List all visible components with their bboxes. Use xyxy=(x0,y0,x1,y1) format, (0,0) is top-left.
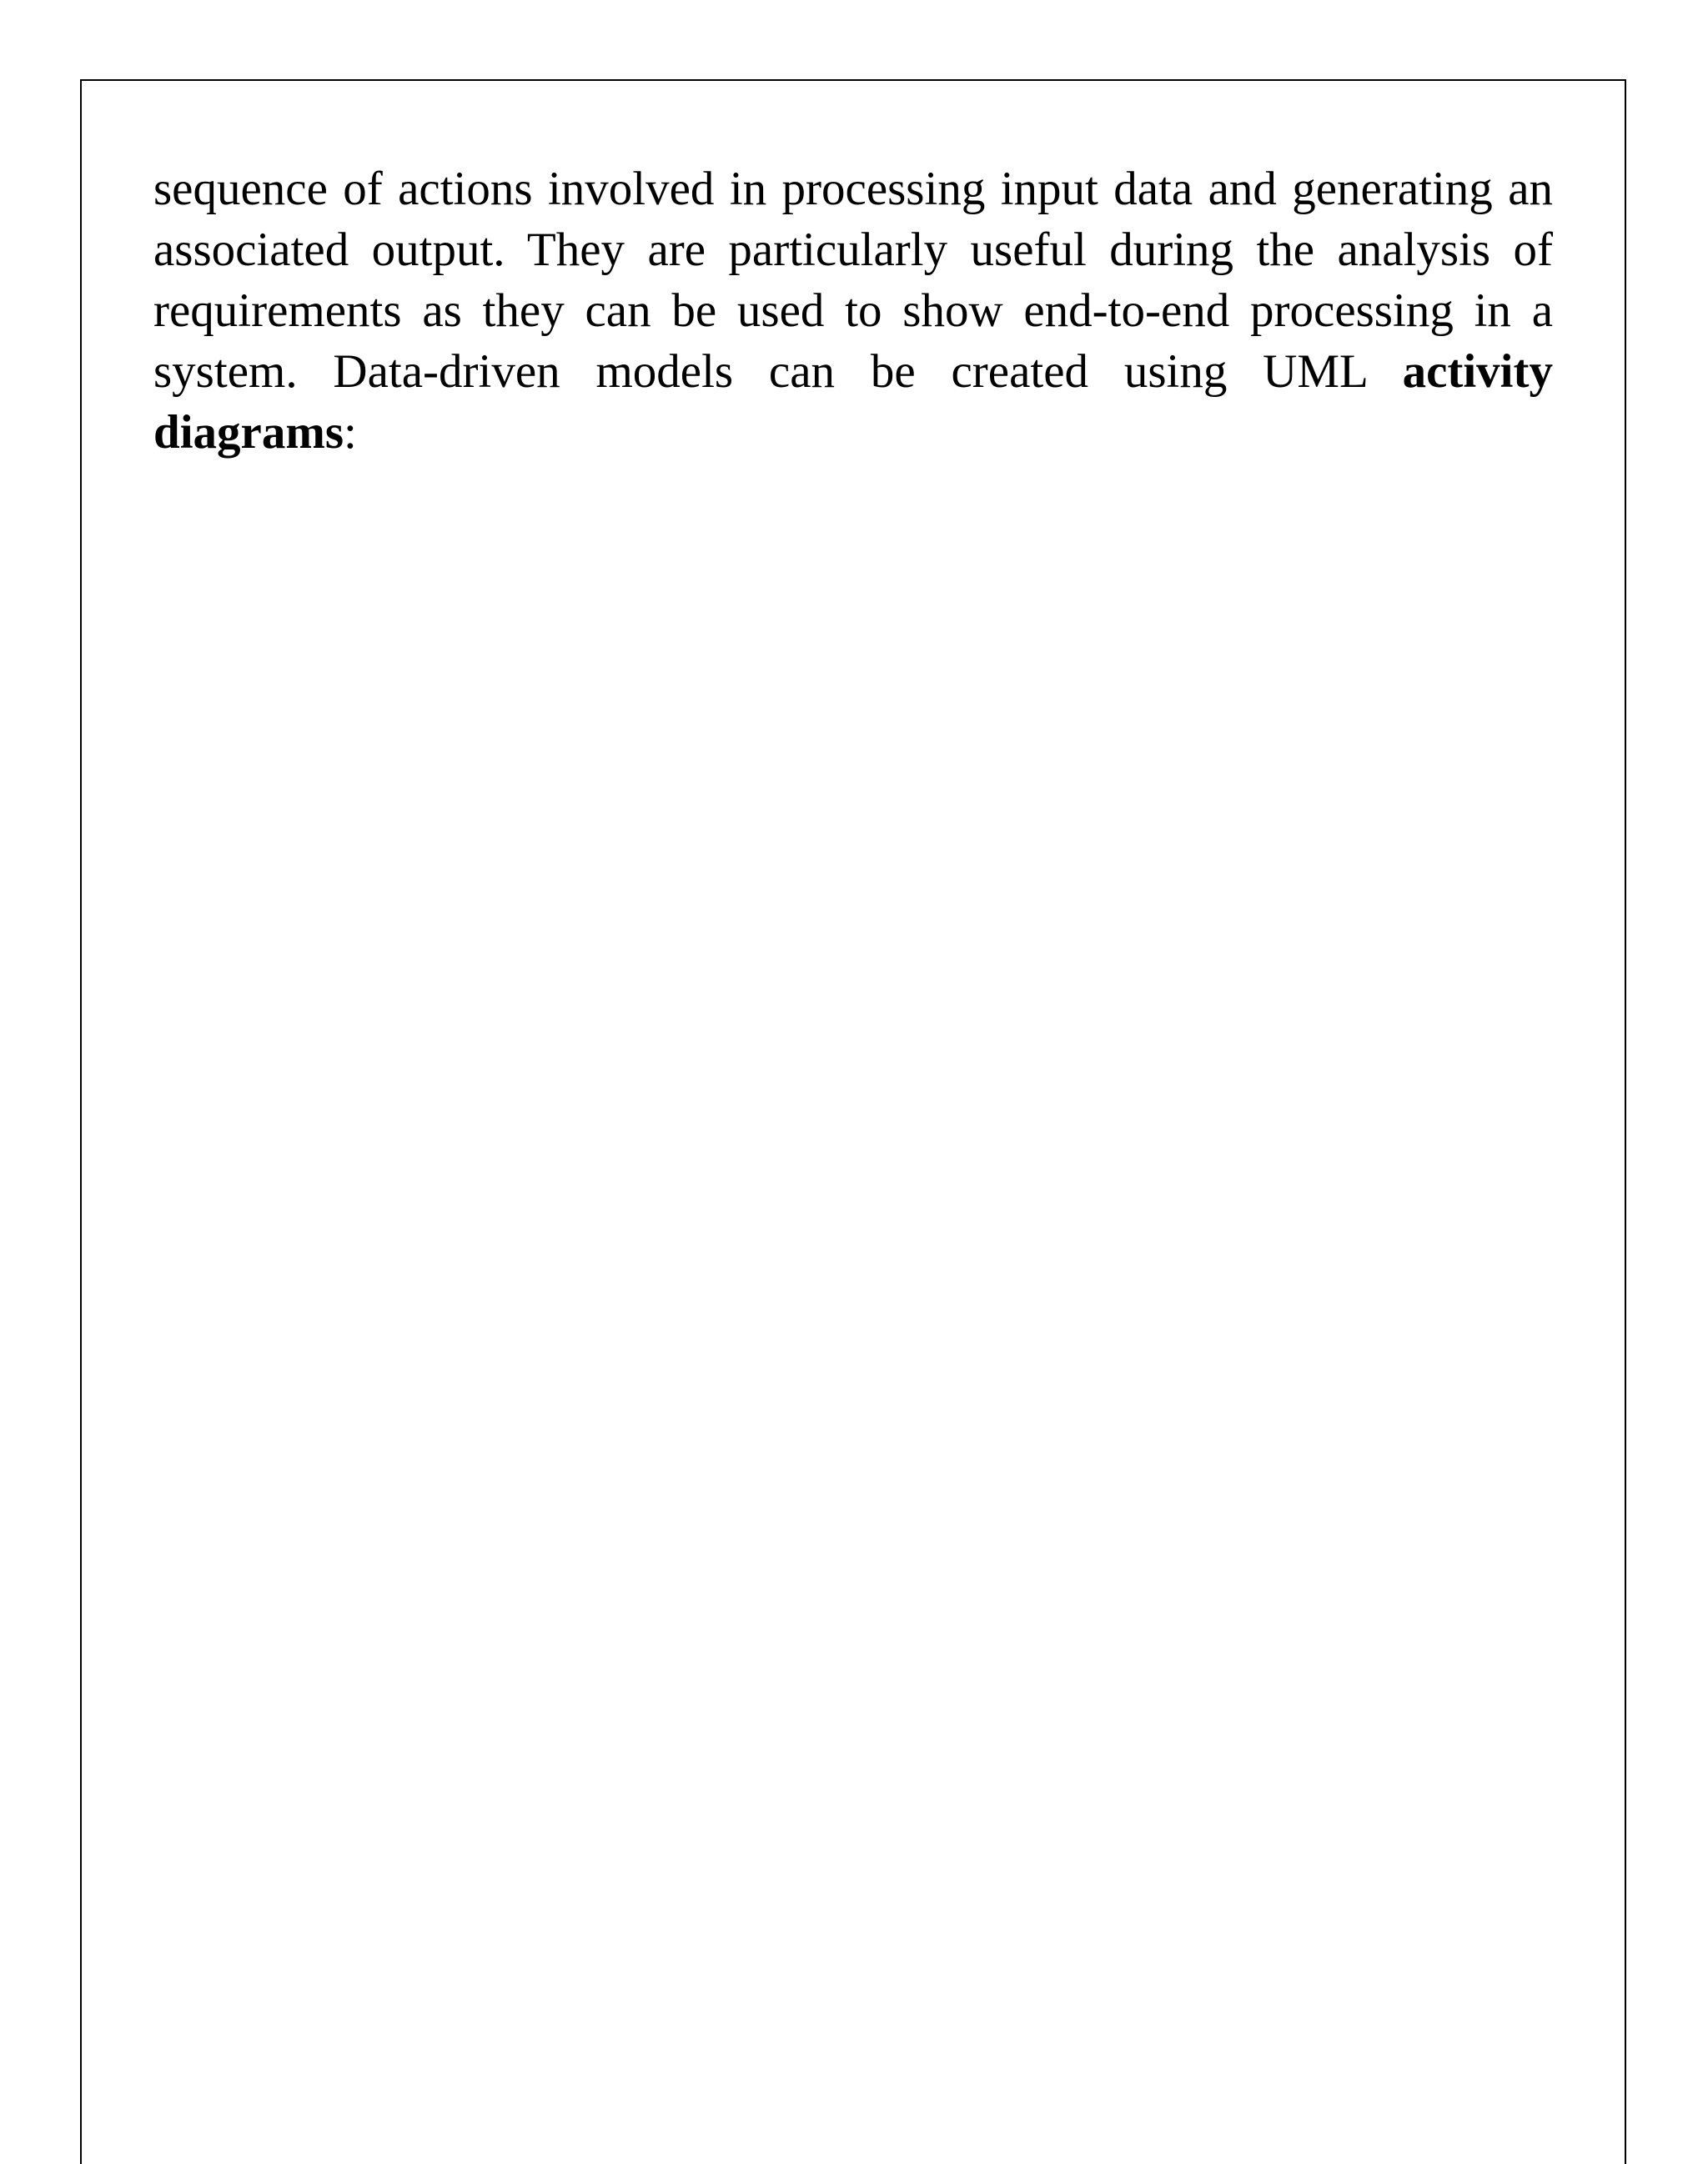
body-paragraph xyxy=(153,158,1553,463)
text-line-1: sequence of actions involved in processing input data and generating an xyxy=(153,163,1553,215)
text-line-3: requirements as they can be used to show end-to-end processing in a xyxy=(153,284,1553,337)
text-line-5 xyxy=(153,402,1553,463)
text-line-4 xyxy=(153,341,1553,402)
term-activity: activity xyxy=(1402,345,1553,398)
term-diagrams: diagrams xyxy=(153,406,344,459)
text-line-4-plain: system. Data-driven models can be created using UML xyxy=(153,345,1403,398)
text-line-2: associated output. They are particularly useful during the analysis of xyxy=(153,223,1553,276)
text-line-5-tail: : xyxy=(344,406,357,459)
